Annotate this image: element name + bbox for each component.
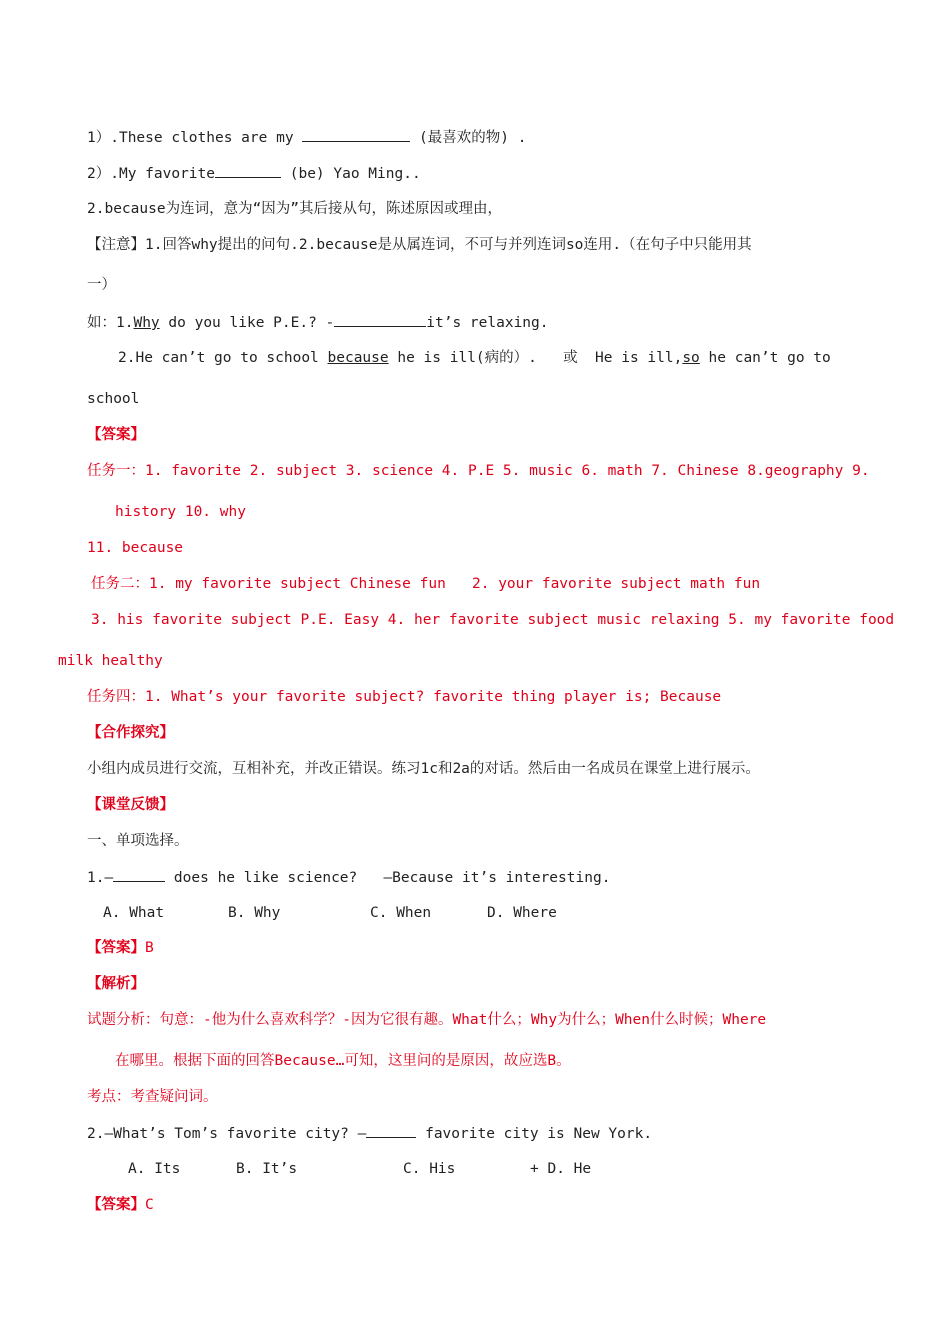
analysis-text-cont: 在哪里。根据下面的回答Because…可知，这里问的是原因，故应选B。 <box>115 1053 571 1069</box>
q2-option-a: A. Its <box>128 1161 181 1177</box>
task2-answers-cont: 3. his favorite subject P.E. Easy 4. her favorite subject music relaxing 5. my favorite food <box>91 612 895 628</box>
task2-answers-cont2: milk healthy <box>58 653 163 669</box>
text: he can’t go to <box>699 350 831 366</box>
note-line-cont: 一） <box>87 277 116 293</box>
q1-answer <box>87 938 154 958</box>
text: 如：1. <box>87 315 134 331</box>
fill-in-line-1 <box>87 127 526 148</box>
fill-in-line-2 <box>87 163 421 184</box>
example-2-cont: school <box>87 391 140 407</box>
text: does he like science? —Because it’s interesting. <box>165 870 611 886</box>
analysis-text: 试题分析：句意：-他为什么喜欢科学？-因为它很有趣。What什么；Why为什么；When什么时候；Where <box>87 1012 767 1028</box>
section-title: 一、单项选择。 <box>87 833 189 849</box>
q1-option-a: A. What <box>103 905 165 921</box>
q1-option-d: D. Where <box>487 905 557 921</box>
test-point: 考点：考查疑问词。 <box>87 1089 218 1105</box>
answer-label: 【答案】 <box>87 1197 145 1213</box>
answer-blank <box>113 867 165 882</box>
answer-blank <box>334 312 426 327</box>
because-explanation: 2.because为连词，意为“因为”其后接从句，陈述原因或理由， <box>87 201 503 217</box>
text: 2.—What’s Tom’s favorite city? — <box>87 1126 367 1142</box>
task1-answers: 任务一：1. favorite 2. subject 3. science 4. P.E 5. music 6. math 7. Chinese 8.geography 9. <box>87 463 870 479</box>
answer-blank <box>366 1123 416 1138</box>
feedback-heading: 【课堂反馈】 <box>87 797 174 813</box>
text: do you like P.E.? - <box>159 315 335 331</box>
text: it’s relaxing. <box>426 315 549 331</box>
text: 2.He can’t go to school <box>118 350 328 366</box>
example-2 <box>118 348 831 368</box>
example-1 <box>87 312 549 333</box>
q2-answer <box>87 1195 154 1215</box>
text: (最喜欢的物) . <box>410 130 527 146</box>
question-2 <box>87 1123 652 1144</box>
q1-option-b: B. Why <box>228 905 281 921</box>
q2-option-b: B. It’s <box>236 1161 298 1177</box>
answer-value: C <box>145 1197 154 1213</box>
q1-option-c: C. When <box>370 905 432 921</box>
task2-answers: 任务二：1. my favorite subject Chinese fun 2. your favorite subject math fun <box>91 576 761 592</box>
answer-value: B <box>145 940 154 956</box>
analysis-heading: 【解析】 <box>87 976 145 992</box>
cooperation-text: 小组内成员进行交流，互相补充，并改正错误。练习1c和2a的对话。然后由一名成员在课堂上进行展示。 <box>87 761 760 777</box>
answer-blank <box>302 127 410 142</box>
q2-option-d: + D. He <box>530 1161 592 1177</box>
cooperation-heading: 【合作探究】 <box>87 725 174 741</box>
task4-answers: 任务四：1. What’s your favorite subject? favorite thing player is; Because <box>87 689 722 705</box>
text: 1.— <box>87 870 114 886</box>
answer-heading: 【答案】 <box>87 427 145 443</box>
text: 1）.These clothes are my <box>87 130 303 146</box>
q2-option-c: C. His <box>403 1161 456 1177</box>
answer-label: 【答案】 <box>87 940 145 956</box>
task1-answers-cont2: 11. because <box>87 540 184 556</box>
text: he is ill(病的）. 或 He is ill, <box>388 350 683 366</box>
answer-blank <box>215 163 281 178</box>
note-line: 【注意】1.回答why提出的问句.2.because是从属连词，不可与并列连词so连用.（在句子中只能用其 <box>87 237 752 253</box>
text: favorite city is New York. <box>416 1126 653 1142</box>
task1-answers-cont: history 10. why <box>115 504 246 520</box>
text: (be) Yao Ming.. <box>281 166 421 182</box>
question-1 <box>87 867 610 888</box>
underlined-word: so <box>682 350 700 366</box>
underlined-word: Why <box>133 315 160 331</box>
underlined-word: because <box>327 350 389 366</box>
text: 2）.My favorite <box>87 166 215 182</box>
